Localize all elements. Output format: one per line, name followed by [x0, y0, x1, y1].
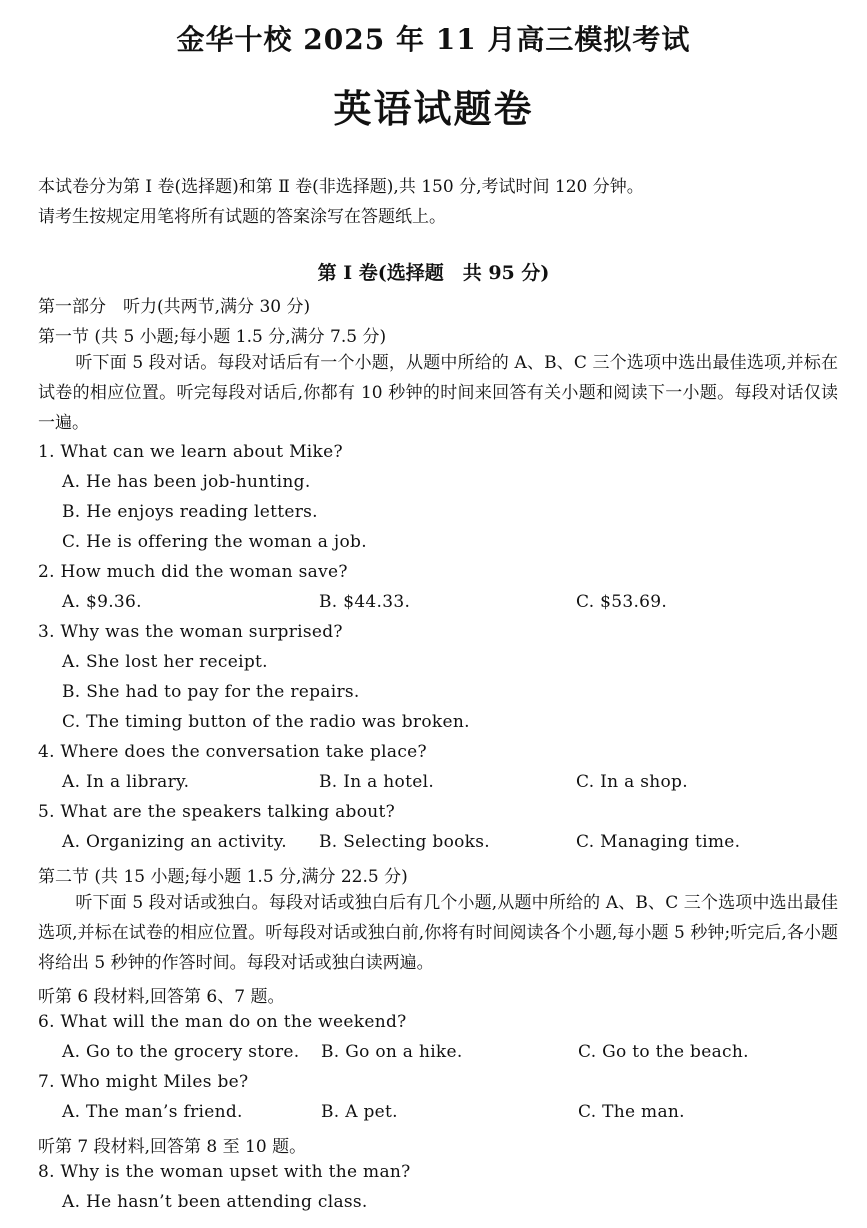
- material-heading-6: 听第 6 段材料,回答第 6、7 题。: [38, 987, 285, 1007]
- question-option: A. He hasn’t been attending class.: [62, 1192, 368, 1212]
- question-option: B. A pet.: [321, 1102, 398, 1122]
- question-option: C. In a shop.: [576, 772, 688, 792]
- question-stem: 6. What will the man do on the weekend?: [38, 1012, 407, 1032]
- material-heading-7: 听第 7 段材料,回答第 8 至 10 题。: [38, 1137, 307, 1157]
- question-stem: 8. Why is the woman upset with the man?: [38, 1162, 411, 1182]
- question-option: B. $44.33.: [319, 592, 411, 612]
- question-option: C. Go to the beach.: [578, 1042, 749, 1062]
- question-stem: 7. Who might Miles be?: [38, 1072, 249, 1092]
- question-option: B. Selecting books.: [319, 832, 491, 852]
- subsection-instructions-2: 听下面 5 段对话或独白。每段对话或独白后有几个小题,从题中所给的 A、B、C 三个选项中选出最佳选项,并标在试卷的相应位置。听每段对话或独白前,你将有时间阅读各个小题,每小题 5 秒钟;听完后,各小题将给出 5 秒钟的作答时间。每段对话或独白读两遍。: [38, 893, 838, 973]
- exam-title: 金华十校 2025 年 11 月高三模拟考试: [176, 23, 691, 56]
- question-option: A. He has been job-hunting.: [62, 472, 311, 492]
- question-option: A. Organizing an activity.: [62, 832, 288, 852]
- question-stem: 4. Where does the conversation take place?: [38, 742, 427, 762]
- subsection-instructions-1: 听下面 5 段对话。每段对话后有一个小题，从题中所给的 A、B、C 三个选项中选出最佳选项,并标在试卷的相应位置。听完每段对话后,你都有 10 秒钟的时间来回答有关小题和阅读下一小题。每段对话仅读一遍。: [38, 353, 838, 433]
- part-heading: 第一部分 听力(共两节,满分 30 分): [38, 297, 311, 317]
- question-stem: 2. How much did the woman save?: [38, 562, 348, 582]
- question-stem: 5. What are the speakers talking about?: [38, 802, 396, 822]
- question-option: B. Go on a hike.: [321, 1042, 463, 1062]
- question-option: C. The timing button of the radio was broken.: [62, 712, 470, 732]
- question-option: B. In a hotel.: [319, 772, 435, 792]
- question-option: B. He enjoys reading letters.: [62, 502, 318, 522]
- question-option: A. She lost her receipt.: [62, 652, 268, 672]
- subsection-heading-2: 第二节 (共 15 小题;每小题 1.5 分,满分 22.5 分): [38, 867, 408, 887]
- question-option: C. $53.69.: [576, 592, 668, 612]
- question-option: C. The man.: [578, 1102, 685, 1122]
- question-option: A. $9.36.: [62, 592, 142, 612]
- question-option: B. She had to pay for the repairs.: [62, 682, 360, 702]
- intro-line-2: 请考生按规定用笔将所有试题的答案涂写在答题纸上。: [38, 207, 446, 227]
- subsection-heading-1: 第一节 (共 5 小题;每小题 1.5 分,满分 7.5 分): [38, 327, 387, 347]
- exam-subject-title: 英语试题卷: [333, 86, 534, 131]
- question-stem: 1. What can we learn about Mike?: [38, 442, 343, 462]
- question-option: C. He is offering the woman a job.: [62, 532, 367, 552]
- question-option: A. Go to the grocery store.: [62, 1042, 300, 1062]
- question-option: C. Managing time.: [576, 832, 741, 852]
- intro-line-1: 本试卷分为第 Ⅰ 卷(选择题)和第 Ⅱ 卷(非选择题),共 150 分,考试时间 120 分钟。: [38, 177, 644, 197]
- question-stem: 3. Why was the woman surprised?: [38, 622, 343, 642]
- question-option: A. The man’s friend.: [62, 1102, 243, 1122]
- section-title: 第 Ⅰ 卷(选择题 共 95 分): [317, 262, 550, 284]
- question-option: A. In a library.: [62, 772, 190, 792]
